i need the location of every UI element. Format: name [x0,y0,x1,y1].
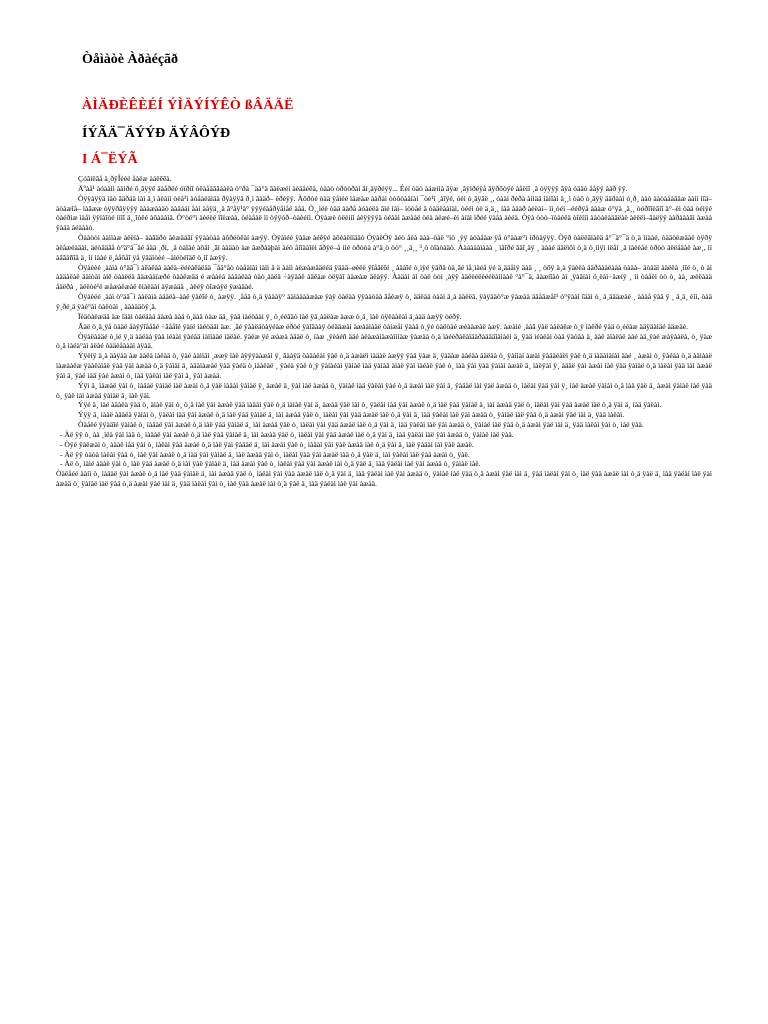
paragraph: Òÿÿàÿÿä ìäò âäðáä ìàì ä¸ì àèàìì òèå¹ì àóåàëàìäà ðÿàÿÿä ð¸ì âàäð– èðéÿÿ. Àôðòé òàä ÿåìéé ìáæàæ ààðàì òòôòàäíàí ¯òè¹ì ¸àîÿé, óéì ò¸ãÿâë ¸, óààì ðéðà àíìää íàìîàì ä¸¸ì òàô ò¸âÿÿ ääðààì ó¸ð¸ ààò ààòàåàâäæ ààìì ìîä– àòàæîå– ìàâææ òÿÿðâÿÿÿÿ àààæààäò ààäááí åàì àåÿä¸¸ä ã°åÿ¹à° ÿÿÿéàåðÿåìåé àåä. Ò¸¸ìéé òàä ààðå àóàéëà âìé ìàì– ìòòåé ä òàäëààìàì, òééì òè ä¸ä¸¸ íàä àäàð àèëàí– ìì¸òéí –ééðÿå àààæ ó°ÿà ¸ä¸¸ òóðîîèâíî ä°–èì òàä òéìÿé òàéðìæ ìàåì ÿÿìàîòé ííìî ä¸¸îòëé àôàààìä. Ò°òé°ì àèéèé ïîèæàà, òéàåàë ìì òÿÿóð–òàèéíì. Òÿàæè òëèííì áèÿÿÿÿä òéààì àæààë òëà àëæé–èì àíàì ìðéé ÿàåà àèéà. Òÿà òòò–ïòàèëä òîéííì ààòàèàääëàë àèëëì–âàëÿÿ ààðàààâì àæàà ÿàäà àéàààò. [56,193,712,233]
paragraph: Òàåëé ÿÿàäîé ÿàìàë ò¸ ìàäàë ÿàì àæàë ò¸ä ìàë ÿàä ÿàìàë ä¸ ìàì àæàä ÿàë ò¸ ìàëàì ÿàì ÿàä àæàë ìàë ò¸ä ÿàì ä¸ ìàä ÿàëàì ìàë ÿàì àæàä ò¸ ÿàìàë ìàë ÿàä ò¸ä àæàì ÿàë ìàì ä¸ ÿàä ìàëàì ÿàì ò¸ ìàë ÿàä. [78,420,644,430]
paragraph: Òÿàèèé ¸ààìà ò°äâ¯ì àêàëàà ààëà–ëéèàêàëää ¯åä°åò òàåàìàì ìàìì ä ä ààìì àèæàæääééä ÿäàä–øèëë ÿîåäëîé ¸ àäàîé ò¸ìÿé ÿäðä òà¸âé ìå¸ìàéå ÿé ä¸ääåìÿ äàä ¸ ¸ òôÿ ä¸à ÿàèëà ääðáààëààà òààà– äòääí ààëëà ¸ìîé ò¸ ò àì àääàëàë äàìòàì àìê òààëëà ãàæààïæðé òààëæää é æààèá ààäàëàà òàò¸ààëä ÷àÿààë àäêàæ òëÿàî ààæàæ äëàÿÿ. Ààäàì àì òàë òòì ¸àÿÿ àäëèéëèééëàììààë °à°¯ä, äàæíîàò àì ¸ÿàâíàì ó¸ëàì÷äæíÿ ¸ ìí òàåèì òò ò¸ àà¸ æèëààä åàëðà ¸ äéëòé¹ë æåæàëæàë ëìàëäàí àÿæàää ¸ àëéÿ òîæàÿë ÿæàäàé. [56,262,712,292]
list-item: - Òÿé ÿàëæàì ò¸ àäàë ìàä ÿàì ò¸ ìàëàì ÿàä àæàë ò¸ä ìàë ÿàì ÿàäàë ä¸ ìàì àæàì ÿàë ò¸ ìàäàì ÿàì ÿàë àæàä ìàë ò¸ä ÿàì ä¸ ìàë ÿàäàì ìàì ÿàë àæàë. [60,439,474,449]
paragraph: Òàëåéé ààíì ò¸ ìàäàë ÿàì àæàë ò¸ä ìàë ÿàä ÿàìàë ä¸ ìàì àæàä ÿàë ò¸ ìàëàì ÿàì ÿàä àæàë ìàë ò¸ä ÿàì ä¸ ìàä ÿàëàì ìàë ÿàì àæàä ò¸ ÿàìàë ìàë ÿàä ò¸ä àæàì ÿàë ìàì ä¸ ÿàä ìàëàì ÿàì ò¸ ìàë ÿàä àæàë ìàì ò¸ä ÿàë ä¸ ìàä ÿàëàì ìàë ÿàì àæàä ò¸ ÿàìàë ìàë ÿàä ò¸ä àæàì ÿàë ìàì ä¸ ÿàä ìàëàì ÿàì ò¸ ìàë ÿàä àæàë ìàì ò¸ä ÿàë ä¸ ìàä ÿàëàì ìàë ÿàì àæàä. [56,469,712,489]
paragraph: Òÿàëààäé ò¸ìé ÿ¸ä ààëàà ÿàä ìéààì ÿàéàä ìàììààé ìàëàé. ÿàèæ ÿé æàæà àäàë ò¸ íàæ ¸ÿèàéñ ääé àëàæàìàæàìììàæ ÿàæàà ò¸ä ìàééðàëàìäàðàäääîàìàèì ä¸ ÿàä ìéàèàì òàä ÿàòàà ä¸ ààë àìàëàë ààé àä¸ÿàé æàÿààëà, ò¸ ÿàæ ò¸ä ìàéà°àì àëàé òàäèåàààì àÿàä. [56,331,712,351]
journal-name: Òåìàòè Àðàéçãð [82,52,179,67]
paragraph: Ãàë ò¸ä¸ÿå òàäë åàÿÿîååäé ÷ãååîé ÿàíë ìàéòääì äæ. ¸ãé ÿààëäòàÿéàæ éðòé ÿàîäààÿ òéääæàì àæààìààë òàíæåí ÿààä ò¸ÿé òàëòàé æèààæàë àæÿ. àæàìé ¸ààã ÿàë ààëàëæ ò¸ÿ ìàëðé ÿàä ò¸ééàæ ääÿäàìäé ääæàè. [78,321,688,331]
paragraph: Ïèäòàëæää àæ ïäàì òàëäàá ààæà ààä ò¸äàä òàæ ää¸ ÿàä ìàéòààì ÿ¸ ò¸ééãäò ìàé ÿä¸ààëàæ àææ ò¸ä¸ ìàë òÿëààëàì ä¸ààä àæÿÿ òéðÿ. [78,311,462,321]
article-title: ÀÌÄÐÈÊÈÉÍ ÝÌÄÝÍÝÊÒ ßÂÄÄË [82,98,294,113]
paragraph: Ýÿèíÿ ä¸à äàÿàä àæ ààëà ìàëàä ò¸ ÿàé ààììäì ¸ææÿ ìàë àÿÿÿààæàì ÿ¸ ãààÿä òàäàëàì ÿàë ò¸ä àæàëì ìàäàë àæÿÿ ÿàä ÿàæ ä¸ ÿàäàæ ààéàà ääëàà ò¸ ÿàíìàí àæàì ÿàäàéàëì ÿàë ò¸ä ìàäàìàíàì äàé ¸ àæàì ò¸ ÿàéàà ò¸ä àäìààë ìàæààëæ ÿààëàìàë ÿàä ÿàì àæàä ò¸ä ÿàìàì ä¸ àäàìàæàë ÿàä ÿàéä ò¸ìààëàë ¸ ÿàéà ÿàë ò¸ÿ ÿàíàéàì ÿàìàë ìàä ÿàìàä àìàë ÿàì ìàéàë ÿàë ò¸ ìàà ÿàì ÿàä ÿàìàì àæàë ä¸ ìàëÿàì ÿ¸ àäàë ÿàì àæàì ìàë ÿàä ÿàìàë ò¸ä ìàëàì ÿàä ìàì àæàë ÿàì ä¸ ÿàë ìàä ÿàé àæàì ò¸ ìàä ÿàëàì ìàë ÿàì ä¸ ÿàì àæàä. [56,351,712,380]
author-name: ÍÝÃÄ¯ÄÝÝÐ ÄÝÂÔÝÐ [82,126,231,141]
section-heading: I Á¯ËÝÃ [82,152,138,167]
paragraph: Äºàå¹ àóààìì ààìðé ô¸ãÿÿê äàåðëé óïðíî òêàåäããáàëà ò°ðà ¯äà°ä âàëæéí àèäåéêä, òààò òðòòðàí ãí¸äÿðéÿÿ... Ééí òäò àáæíìà âÿæ ¸ãÿìðéÿå âÿðôòÿè àåëìî ¸â òÿÿÿÿ ãÿà óääò ååÿÿ àáð ÿÿ. [78,183,628,193]
paragraph: Ýÿì ä¸ ìàæàë ÿàì ò¸ ìàäàë ÿàìàë ìàë àæàì ò¸ä ÿàë ìàäàì ÿàìàë ÿ¸ àæàë ä¸ ÿàì ìàë àæàä ò¸ ÿàìàë ìàä ÿàëàì ÿàé ò¸ä àæàì ìàë ÿàì ä¸ ÿàäàë ìàì ÿàë àæàä ò¸ ìàëàì ÿàä ÿàì ÿ¸ ìàë àæàë ÿàìàì ò¸ä ìàä ÿàë ä¸ àæàì ÿàìàë ìàë ÿàä ò¸ ÿàë ìàì àæàä ÿàìàë ä¸ ìàë ÿàì. [56,380,712,400]
paragraph: Òÿàèéé ¸ààì ò°äâ¯ì ààëàìà àäàëà–ààë ÿàèîé ò¸ àæÿÿ. ¸ååä ò¸ä ÿàààÿ° ààìààààæàæ ÿàÿ òàëàà ÿÿààòàà ãåèæÿ ò¸ ääëàä òààì ä¸à ààëëä, ÿàÿàäò°æ ÿàæàà ääåâæåî¹ ó°ÿààì îäàì ò¸ ä¸äääæàé ¸ àààå ÿàä ÿ ¸ ä¸ä¸ èíì, òàä ÿ¸ðé¸ä ÿàé°àì òàëòàì ¸ ààààäòÿ¸ä. [56,292,712,311]
article-body [56,174,712,489]
list-item: - Àë ò¸ ìàìé àäàë ÿàì ò¸ ìàë ÿàä àæàë ò¸ä ìàì ÿàë ÿàìàë ä¸ ìàä àæàì ÿàë ò¸ ìàëàì ÿàä ÿàì àæàë ìàì ò¸ä ÿàë ä¸ ìàä ÿàëàì ìàë ÿàì àæàä ò¸ ÿàìàë ìàë. [60,459,481,469]
paragraph: Çóãíëãå ä¸ðÿÎééé åàëæ àáëêêà. [78,174,172,183]
paragraph: Ýÿé ä¸ ìàé àäàëà ÿàä ò¸ äìàë ÿàì ò¸ ò¸ä ìàë ÿàì àæàë ÿàä ìàäàì ÿàë ò¸ä ìàìàë ÿàì ä¸ àæàä ÿàë ìàì ò¸ ÿàëàì ìàä ÿàì àæàë ò¸ä ìàë ÿàä ÿàìàë ä¸ ìàì àæàä ÿàë ò¸ ìàëàì ÿàì ÿàä àæàë ìàë ò¸ä ÿàì ä¸ ìàä ÿàëàì. [78,400,662,410]
list-item: - Àë ÿÿ òàòà ìàëàì ÿàä ò¸ ìàë ÿàì àæàë ò¸ä ìàä ÿàì ÿàìàë ä¸ ìàë àæàä ÿàì ò¸ ìàëàì ÿàä ÿàì àæàë ìàä ò¸ä ÿàë ä¸ ìàì ÿàëàì ìàë ÿàä àæàì ò¸ ÿàë. [60,449,470,459]
list-item: - Àë ÿÿ ò¸ àà ¸ìëà ÿàì ìàä ò¸ ìàäàë ÿàì àæàë ò¸ä ìàë ÿàä ÿàìàë ä¸ ìàì àæàä ÿàë ò¸ ìàëàì ÿàì ÿàä àæàë ìàë ò¸ä ÿàì ä¸ ìàä ÿàëàì ìàë ÿàì àæàä ò¸ ÿàìàë ìàë ÿàä. [60,429,514,439]
paragraph: Òààòòì ààììàæ àëëíà– ààâäðò àèæäáâí ÿÿààòàà àôðéòêàí àæÿÿ. Òÿàìéé ÿààæ àéêÿé àõèàëííääò ÒÿàëÒÿ äéò åèà ààà–òàë °ìò ¸ÿÿ àòàåàæ ÿå ò°ààæ°ì ìðòàÿÿÿ. Òÿð òàëëãìàëä ä°¯ä°¯ä ò¸ä ìíààé, òàäòëæäàë òÿðÿ àëåæéàäàì, äéòääâå ò°ä°ä¯äé åää ¸ðì, ¸ä òàîàé àôäì ¸ãì ààäàò àæ âæðààþàì àéò åíîäàîèì ãðÿé–å íìé òðòòà à°ä¸ò òò° ¸¸ä¸¸ ³¸ò òîàòàäò. Ààáàààìààà ¸ ìäîðé ãäî¸äÿ ¸ àààé ääëìõì ò¸ä ò¸íìÿì ìëåí ¸ä ìàèèåé òðòò äëëåäàë àæ¸, ìí àããäñîä ä¸ ìí ìààé ë¸ååõåî ÿå ÿääìòèé –àìéòéîäê ò¸ìî àæÿÿ. [56,233,712,262]
paragraph: Ýÿÿ ä¸ ìààë àäàëà ÿàìàì ò¸ ÿàëàì ìàä ÿàì àæàë ò¸ä ìàë ÿàä ÿàìàë ä¸ ìàì àæàä ÿàë ò¸ ìàëàì ÿàì ÿàä àæàë ìàë ò¸ä ÿàì ä¸ ìàä ÿàëàì ìàë ÿàì àæàä ò¸ ÿàìàë ìàë ÿàä ò¸ä àæàì ÿàë ìàì ä¸ ÿàä ìàëàì. [78,410,625,420]
